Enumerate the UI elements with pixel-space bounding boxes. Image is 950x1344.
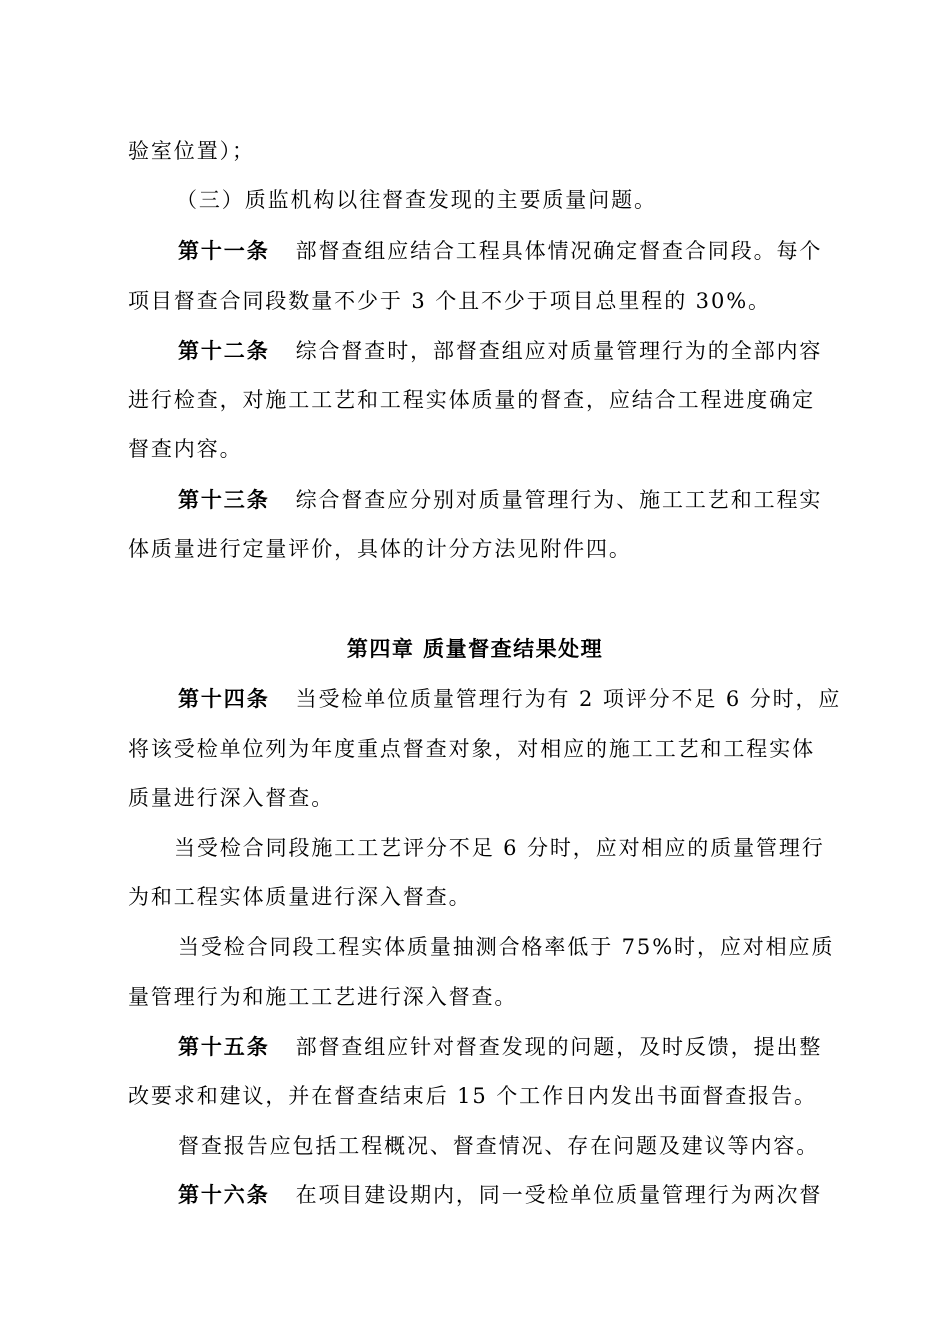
line-text: 部督查组应结合工程具体情况确定督查合同段。每个 [295, 239, 823, 263]
article-16-title: 第十六条 [178, 1182, 270, 1207]
line-text: 验室位置）； [128, 139, 255, 163]
line-text: 部督查组应针对督查发现的问题，及时反馈，提出整 [295, 1035, 823, 1059]
line-text: 当受检合同段工程实体质量抽测合格率低于 75%时，应对相应质 [178, 935, 835, 959]
article-15-line-2 [128, 1081, 818, 1111]
line-text: 项目督查合同段数量不少于 3 个且不少于项目总里程的 30%。 [128, 289, 771, 313]
article-13-title: 第十三条 [178, 487, 270, 512]
line-text: 当受检合同段施工工艺评分不足 6 分时，应对相应的质量管理行 [174, 836, 825, 860]
article-12-title: 第十二条 [178, 338, 270, 363]
paragraph-line [128, 982, 818, 1012]
line-text: 督查报告应包括工程概况、督查情况、存在问题及建议等内容。 [178, 1134, 820, 1158]
line-text: 质量进行深入督查。 [128, 786, 335, 810]
article-13-line-1 [178, 485, 823, 515]
line-text: 改要求和建议，并在督查结束后 15 个工作日内发出书面督查报告。 [128, 1084, 817, 1108]
line-text: 当受检单位质量管理行为有 2 项评分不足 6 分时，应 [295, 687, 842, 711]
chapter-heading: 第四章 质量督查结果处理 [346, 636, 604, 661]
article-15-line-1 [178, 1032, 823, 1062]
article-16-line-1 [178, 1180, 823, 1210]
line-text: （三）质监机构以往督查发现的主要质量问题。 [176, 188, 657, 212]
article-14-line-2 [128, 734, 814, 764]
paragraph-line [128, 882, 818, 912]
article-14-line-1 [178, 684, 842, 714]
line-text: 将该受检单位列为年度重点督查对象，对相应的施工工艺和工程实体 [128, 737, 815, 761]
article-13-line-2 [128, 534, 818, 564]
paragraph-line [178, 932, 835, 962]
line-text: 体质量进行定量评价，具体的计分方法见附件四。 [128, 537, 632, 561]
line-text: 进行检查，对施工工艺和工程实体质量的督查，应结合工程进度确定 [128, 388, 815, 412]
text-line [176, 185, 816, 215]
article-12-line-1 [178, 336, 823, 366]
article-14-line-3 [128, 783, 818, 813]
article-15-title: 第十五条 [178, 1034, 270, 1059]
line-text: 为和工程实体质量进行深入督查。 [128, 885, 472, 909]
article-11-line-1 [178, 236, 823, 266]
article-14-title: 第十四条 [178, 686, 270, 711]
paragraph-line [174, 833, 825, 863]
line-text: 综合督查时，部督查组应对质量管理行为的全部内容 [295, 339, 823, 363]
article-11-title: 第十一条 [178, 238, 270, 263]
line-text: 督查内容。 [128, 437, 243, 461]
article-12-line-3 [128, 434, 818, 464]
article-11-line-2 [128, 286, 818, 316]
paragraph-line [178, 1131, 818, 1161]
text-line [128, 136, 818, 166]
line-text: 量管理行为和施工工艺进行深入督查。 [128, 985, 518, 1009]
article-12-line-2 [128, 385, 814, 415]
line-text: 综合督查应分别对质量管理行为、施工工艺和工程实 [295, 488, 823, 512]
line-text: 在项目建设期内，同一受检单位质量管理行为两次督 [295, 1183, 823, 1207]
